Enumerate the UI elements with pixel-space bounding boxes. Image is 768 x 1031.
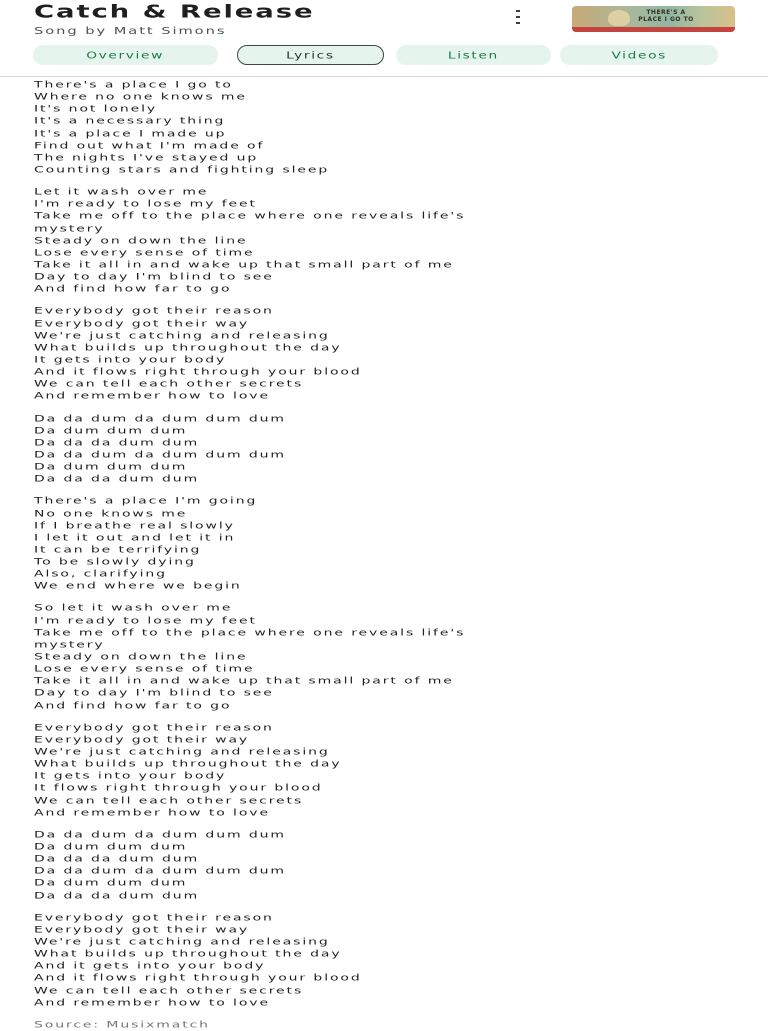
song-thumbnail[interactable] <box>572 6 735 32</box>
thumbnail-artwork <box>608 10 630 26</box>
lyric-line: Lose every sense of time <box>34 663 255 675</box>
lyric-line: Counting stars and fighting sleep <box>34 164 330 175</box>
lyric-line: mystery <box>34 639 105 650</box>
tab-overview[interactable] <box>33 45 218 65</box>
lyric-line: What builds up throughout the day <box>34 758 342 770</box>
lyrics-stanza <box>34 79 754 176</box>
song-title: Catch & Release <box>34 2 315 23</box>
lyric-line: No one knows me <box>34 507 188 519</box>
lyric-line: Where no one knows me <box>34 91 247 103</box>
lyric-line: I let it out and let it in <box>34 532 236 543</box>
lyric-line: We can tell each other secrets <box>34 794 304 806</box>
lyric-line: And it gets into your body <box>34 960 266 972</box>
lyric-line: And remember how to love <box>34 807 270 818</box>
lyric-line: We're just catching and releasing <box>34 746 330 757</box>
lyrics-stanza <box>34 722 754 819</box>
lyric-line: Da dum dum dum <box>34 841 188 852</box>
lyric-line: Day to day I'm blind to see <box>34 687 274 699</box>
lyrics-stanza <box>34 413 754 486</box>
lyric-line: What builds up throughout the day <box>34 342 342 353</box>
lyric-line: It can be terrifying <box>34 544 202 555</box>
lyric-line: Everybody got their reason <box>34 305 274 317</box>
lyric-line: Find out what I'm made of <box>34 139 265 151</box>
lyric-line: Lose every sense of time <box>34 247 255 258</box>
lyric-line: I'm ready to lose my feet <box>34 614 257 626</box>
lyric-line: Everybody got their way <box>34 734 250 745</box>
lyrics-stanza <box>34 829 754 902</box>
lyric-line: Day to day I'm blind to see <box>34 271 274 283</box>
song-subtitle: Song by Matt Simons <box>34 25 227 37</box>
lyric-line: Take it all in and wake up that small part of me <box>34 259 454 270</box>
lyric-line: Also, clarifying <box>34 568 167 580</box>
more-options-icon[interactable] <box>512 10 524 24</box>
tab-overview-label: Overview <box>86 49 165 61</box>
lyric-line: Everybody got their reason <box>34 722 274 733</box>
lyric-line: Take me off to the place where one reveals life's <box>34 627 466 638</box>
lyric-line: Da da da dum dum <box>34 473 200 485</box>
lyric-line: We end where we begin <box>34 580 242 592</box>
lyric-line: It gets into your body <box>34 770 227 782</box>
lyric-line: It flows right through your blood <box>34 782 323 794</box>
lyric-line: I'm ready to lose my feet <box>34 198 257 210</box>
song-header <box>0 0 768 77</box>
lyric-line: Everybody got their way <box>34 317 250 329</box>
lyrics-stanza <box>34 186 754 295</box>
lyric-line: Take me off to the place where one reveals life's <box>34 210 466 222</box>
lyric-line: What builds up throughout the day <box>34 948 342 960</box>
lyric-line: And it flows right through your blood <box>34 366 362 378</box>
lyric-line: And find how far to go <box>34 699 232 711</box>
lyric-line: mystery <box>34 222 105 234</box>
lyric-line: It's a place I made up <box>34 127 227 139</box>
lyric-line: Da da dum da dum dum dum <box>34 829 286 840</box>
lyric-line: Da dum dum dum <box>34 877 188 889</box>
lyric-line: And remember how to love <box>34 996 270 1008</box>
tab-bar <box>33 45 733 67</box>
lyric-line: It's a necessary thing <box>34 115 226 127</box>
lyrics-stanza <box>34 495 754 592</box>
lyric-line: Da da da dum dum <box>34 889 200 901</box>
lyric-line: We're just catching and releasing <box>34 329 330 341</box>
lyric-line: And it flows right through your blood <box>34 972 362 984</box>
lyrics-body <box>34 79 754 1031</box>
lyric-line: Steady on down the line <box>34 234 248 246</box>
tab-listen[interactable] <box>396 45 551 65</box>
lyric-line: Steady on down the line <box>34 651 248 662</box>
lyric-line: Da dum dum dum <box>34 461 188 473</box>
tab-videos-label: Videos <box>611 49 667 61</box>
lyrics-stanza <box>34 602 754 711</box>
tab-listen-label: Listen <box>448 49 499 61</box>
tab-lyrics-label: Lyrics <box>286 49 335 61</box>
lyrics-stanza <box>34 912 754 1009</box>
lyric-line: Everybody got their reason <box>34 911 274 923</box>
thumbnail-band <box>572 27 735 32</box>
tab-videos[interactable] <box>560 45 718 65</box>
lyric-line: There's a place I go to <box>34 79 233 90</box>
tab-lyrics[interactable] <box>237 45 384 65</box>
lyric-line: It's not lonely <box>34 103 158 115</box>
lyric-line: The nights I've stayed up <box>34 152 259 163</box>
lyric-line: We're just catching and releasing <box>34 936 330 947</box>
lyric-line: There's a place I'm going <box>34 495 258 507</box>
lyric-line: Da da dum da dum dum dum <box>34 865 286 877</box>
lyric-line: It gets into your body <box>34 354 227 365</box>
lyric-line: We can tell each other secrets <box>34 378 304 390</box>
lyric-line: If I breathe real slowly <box>34 519 235 531</box>
lyric-line: Take it all in and wake up that small part of me <box>34 675 454 687</box>
lyric-line: And remember how to love <box>34 390 270 402</box>
lyric-line: Da da dum da dum dum dum <box>34 412 286 424</box>
lyric-line: Da da da dum dum <box>34 853 200 865</box>
lyrics-stanza <box>34 305 754 402</box>
lyric-line: So let it wash over me <box>34 602 233 614</box>
lyric-line: To be slowly dying <box>34 556 196 567</box>
lyric-line: Everybody got their way <box>34 924 250 935</box>
lyric-line: And find how far to go <box>34 283 232 295</box>
lyric-line: Da da da dum dum <box>34 437 200 448</box>
lyric-line: Da dum dum dum <box>34 424 188 436</box>
lyric-line: Let it wash over me <box>34 186 209 198</box>
lyric-line: We can tell each other secrets <box>34 984 304 996</box>
thumbnail-caption: THERE'S A PLACE I GO TO <box>638 9 694 23</box>
lyrics-source: Source: Musixmatch <box>34 1019 210 1030</box>
lyric-line: Da da dum da dum dum dum <box>34 449 286 460</box>
